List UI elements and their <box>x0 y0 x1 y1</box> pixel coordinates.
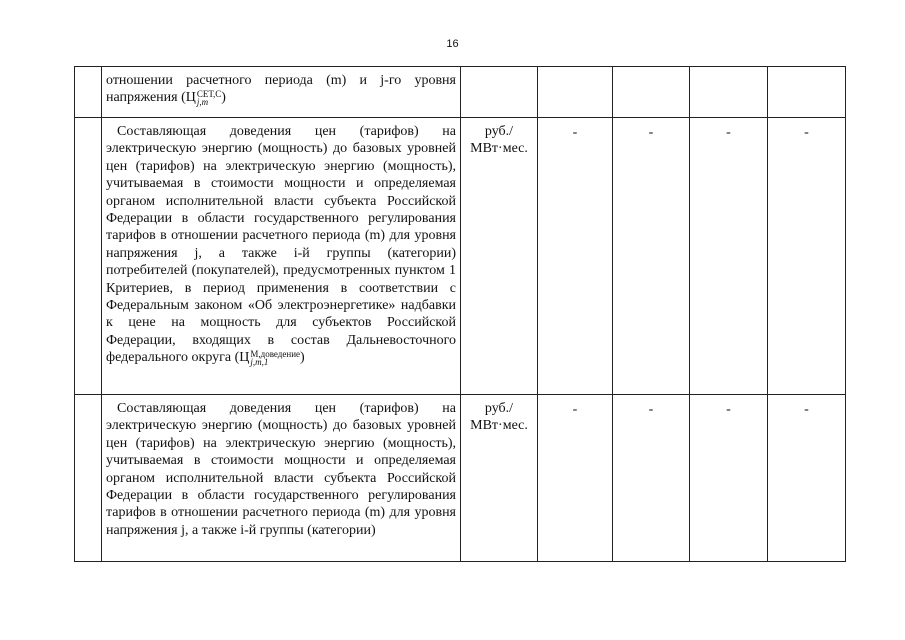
value-cell: - <box>613 118 690 395</box>
page-number: 16 <box>446 38 459 50</box>
table-row <box>75 67 846 118</box>
unit-cell <box>461 67 538 118</box>
value-cell <box>690 67 768 118</box>
value-cell: - <box>690 395 768 562</box>
description-cell <box>102 118 461 395</box>
row-description: отношении расчетного периода (m) и j-го уровня напряжения ( <box>106 73 456 106</box>
row-number-cell <box>75 67 102 118</box>
value-cell: - <box>768 118 846 395</box>
formula-symbol: Ц СЕТ,С j,m ) <box>185 89 226 108</box>
row-description: Составляющая доведения цен (тарифов) на электрическую энергию (мощность) до базовых уровней цен (тарифов) на электрическую энергию (мощность), учитываемая в стоимости мощности и определяемая органом исполнительной власти субъекта Российской Федерации в области государственного регулирования тарифов в отношении расчетного периода (m) для уровня напряжения j, а также i-й группы (категории) <box>106 401 456 538</box>
row-number-cell <box>75 395 102 562</box>
value-cell: - <box>690 118 768 395</box>
formula-symbol: Ц М,доведение j,m,1 ) <box>239 349 305 368</box>
tariff-table <box>74 66 846 562</box>
row-number-cell <box>75 118 102 395</box>
value-cell: - <box>538 118 613 395</box>
value-cell: - <box>538 395 613 562</box>
row-description: Составляющая доведения цен (тарифов) на электрическую энергию (мощность) до базовых уровней цен (тарифов) на электрическую энергию (мощность), учитываемая в стоимости мощности и определяемая органом исполнительной власти субъекта Российской Федерации в области государственного регулирования тарифов в отношении расчетного периода (m) для уровня напряжения j, а также i-й группы (категории) потребителей (покупателей), предусмотренных пунктом 1 Критериев, в период применения в соответствии с Федеральным законом «Об электроэнергетике» надбавки к цене на мощность для субъектов Российской Федерации, входящих в состав Дальневосточного федерального округа ( <box>106 124 456 366</box>
description-cell <box>102 67 461 118</box>
value-cell: - <box>613 395 690 562</box>
table-row <box>75 395 846 562</box>
description-cell <box>102 395 461 562</box>
table-row <box>75 118 846 395</box>
value-cell <box>768 67 846 118</box>
value-cell <box>613 67 690 118</box>
unit-cell: руб./ МВт·мес. <box>461 118 538 395</box>
unit-cell: руб./ МВт·мес. <box>461 395 538 562</box>
value-cell: - <box>768 395 846 562</box>
value-cell <box>538 67 613 118</box>
